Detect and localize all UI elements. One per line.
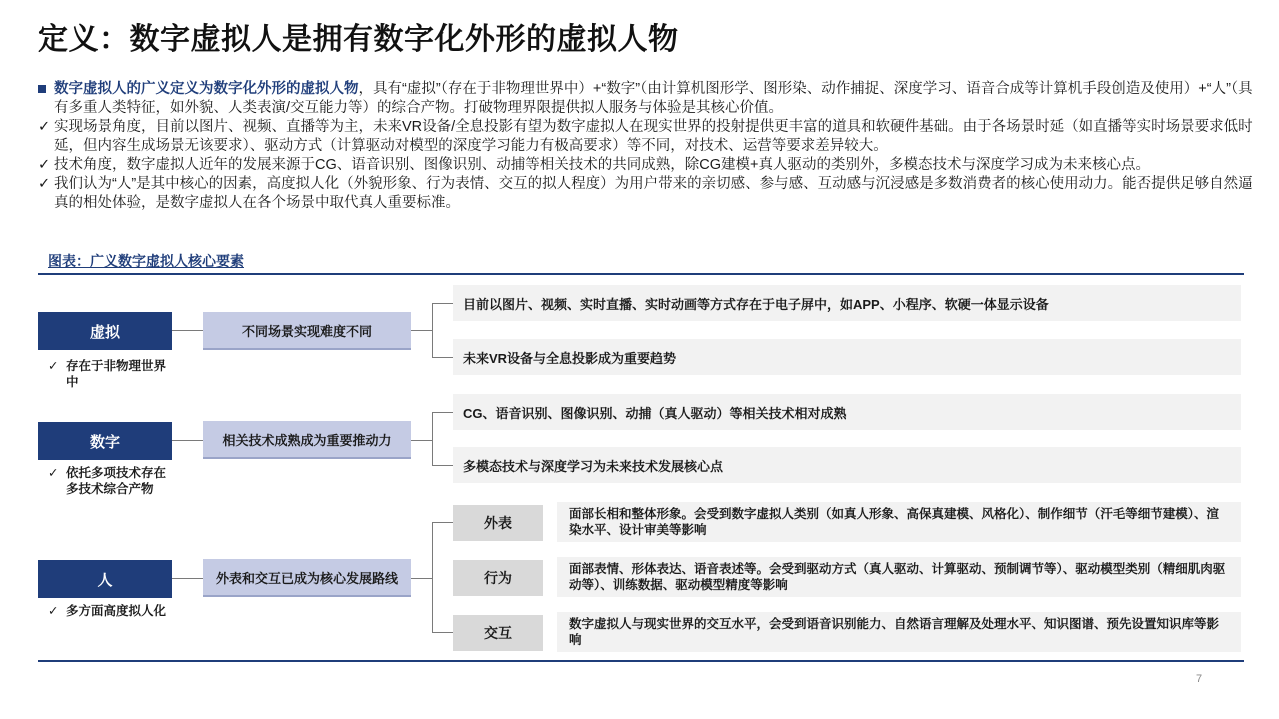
category-digital: 数字	[38, 422, 172, 460]
middle-box-virtual: 不同场景实现难度不同	[203, 312, 411, 350]
sub-label-behavior: 行为	[453, 560, 543, 596]
item-box: CG、语音识别、图像识别、动捕（真人驱动）等相关技术相对成熟	[453, 394, 1241, 430]
connector-line	[432, 412, 453, 413]
sub-desc-appearance: 面部长相和整体形象。会受到数字虚拟人类别（如真人形象、高保真建模、风格化）、制作细节（汗毛等细节建模）、渲染水平、设计审美等影响	[557, 502, 1241, 542]
connector-line	[432, 357, 453, 358]
connector-line	[411, 330, 432, 331]
sub-desc-interaction: 数字虚拟人与现实世界的交互水平，会受到语音识别能力、自然语言理解及处理水平、知识图谱、预先设置知识库等影响	[557, 612, 1241, 652]
figure-bottom-divider	[38, 660, 1244, 662]
connector-line	[432, 522, 453, 523]
bullet-3	[38, 156, 1258, 175]
bullet-2	[38, 118, 1258, 156]
check-icon: ✓	[48, 604, 59, 618]
bullet-list	[38, 80, 1258, 213]
item-box: 多模态技术与深度学习为未来技术发展核心点	[453, 447, 1241, 483]
bullet-1-text: ，具有“虚拟”（存在于非物理世界中）+“数字”（由计算机图形学、图形染、动作捕捉、深度学习、语音合成等计算机手段创造及使用）+“人”（具有多重人类特征，如外貌、人类表演/交互能力等）的综合产物。打破物理界限提供拟人服务与体验是其核心价值。	[54, 81, 1253, 116]
sub-desc-behavior: 面部表情、形体表达、语音表述等。会受到驱动方式（真人驱动、计算驱动、预制调节等）、驱动模型类别（精细肌肉驱动等）、训练数据、驱动模型精度等影响	[557, 557, 1241, 597]
check-icon: ✓	[38, 157, 51, 173]
connector-line	[432, 303, 433, 357]
connector-line	[432, 522, 433, 632]
connector-line	[432, 465, 453, 466]
bullet-4-text: 我们认为“人”是其中核心的因素，高度拟人化（外貌形象、行为表情、交互的拟人程度）为用户带来的亲切感、参与感、互动感与沉浸感是多数消费者的核心使用动力。能否提供足够自然逼真的相处体验，是数字虚拟人在各个场景中取代真人重要标准。	[54, 176, 1253, 211]
page-number: 7	[1196, 673, 1203, 685]
figure-title: 图表：广义数字虚拟人核心要素	[48, 253, 244, 269]
category-human-note: ✓ 多方面高度拟人化	[48, 604, 167, 618]
square-bullet-icon	[38, 85, 46, 93]
category-human: 人	[38, 560, 172, 598]
check-icon: ✓	[48, 359, 59, 373]
connector-line	[172, 578, 203, 579]
connector-line	[432, 632, 453, 633]
check-icon: ✓	[38, 119, 51, 135]
connector-line	[172, 440, 203, 441]
figure-top-divider	[38, 273, 1244, 275]
page-title: 定义：数字虚拟人是拥有数字化外形的虚拟人物	[38, 23, 679, 56]
bullet-1-highlight: 数字虚拟人的广义定义为数字化外形的虚拟人物	[54, 81, 359, 97]
sub-label-appearance: 外表	[453, 505, 543, 541]
bullet-4	[38, 175, 1258, 213]
bullet-3-text: 技术角度，数字虚拟人近年的发展来源于CG、语音识别、图像识别、动捕等相关技术的共同成熟，除CG建模+真人驱动的类别外，多模态技术与深度学习成为未来核心点。	[54, 157, 1150, 173]
middle-box-human: 外表和交互已成为核心发展路线	[203, 559, 411, 597]
connector-line	[432, 303, 453, 304]
connector-line	[411, 578, 432, 579]
category-digital-note: ✓ 依托多项技术存在多技术综合产物	[48, 466, 167, 496]
bullet-1	[38, 80, 1258, 118]
item-box: 目前以图片、视频、实时直播、实时动画等方式存在于电子屏中，如APP、小程序、软硬一体显示设备	[453, 285, 1241, 321]
bullet-2-text: 实现场景角度，目前以图片、视频、直播等为主，未来VR设备/全息投影有望为数字虚拟人在现实世界的投射提供更丰富的道具和软硬件基础。由于各场景时延（如直播等实时场景要求低时延，但内容生成场景无该要求）、驱动方式（计算驱动对模型的深度学习能力有极高要求）等不同，对技术、运营等要求差异较大。	[54, 119, 1253, 154]
category-virtual: 虚拟	[38, 312, 172, 350]
sub-label-interaction: 交互	[453, 615, 543, 651]
category-virtual-note: ✓ 存在于非物理世界中	[48, 359, 167, 389]
connector-line	[172, 330, 203, 331]
item-box: 未来VR设备与全息投影成为重要趋势	[453, 339, 1241, 375]
connector-line	[411, 440, 432, 441]
connector-line	[432, 412, 433, 465]
check-icon: ✓	[38, 176, 51, 192]
check-icon: ✓	[48, 466, 59, 480]
middle-box-digital: 相关技术成熟成为重要推动力	[203, 421, 411, 459]
